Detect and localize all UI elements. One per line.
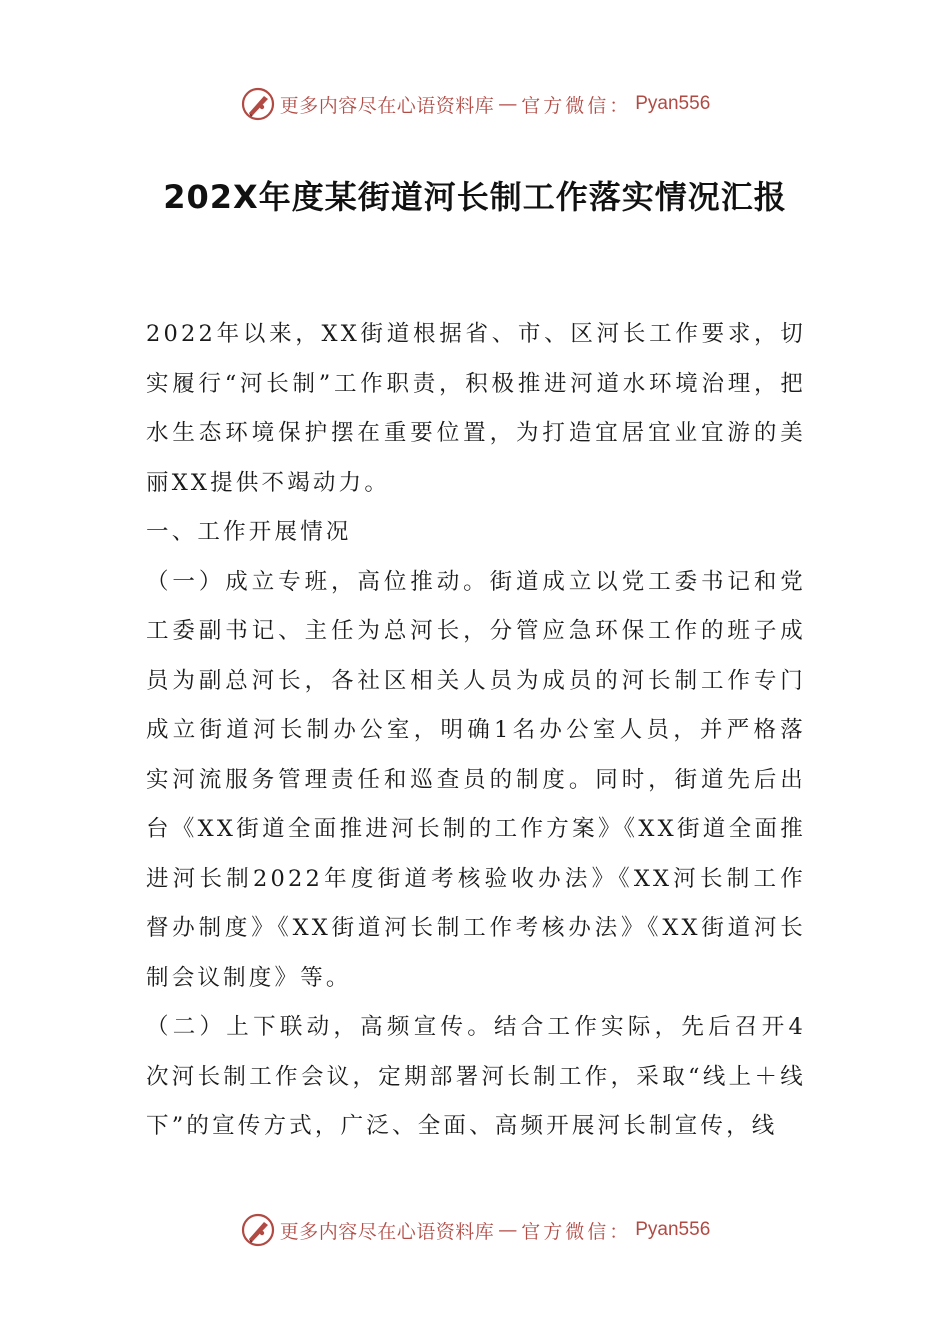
banner-wechat-id: Pyan556 (635, 1219, 711, 1240)
banner-text: 更多内容尽在心语资料库 (279, 94, 495, 117)
document-title: 202X年度某街道河长制工作落实情况汇报 (163, 178, 787, 216)
pen-logo-icon (240, 86, 276, 122)
banner-content (240, 86, 711, 122)
document-body (146, 310, 806, 1152)
paragraph-item-2: （二）上下联动，高频宣传。结合工作实际，先后召开4次河长制工作会议，定期部署河长制工作，采取“线上＋线下”的宣传方式，广泛、全面、高频开展河长制宣传，线 (146, 1014, 806, 1139)
section-heading: 一、工作开展情况 (146, 519, 352, 545)
paragraph-item-1: （一）成立专班，高位推动。街道成立以党工委书记和党工委副书记、主任为总河长，分管应急环保工作的班子成员为副总河长，各社区相关人员为成员的河长制工作专门成立街道河长制办公室，明确1名办公室人员，并严格落实河流服务管理责任和巡查员的制度。同时，街道先后出台《XX街道全面推进河长制的工作方案》《XX街道全面推进河长制2022年度街道考核验收办法》《XX河长制工作督办制度》《XX街道河长制工作考核办法》《XX街道河长制会议制度》等。 (146, 568, 806, 991)
banner-dash: — (498, 1219, 518, 1241)
banner-content (240, 1212, 711, 1248)
footer-banner (0, 1210, 950, 1250)
header-banner (0, 84, 950, 124)
banner-wechat-id: Pyan556 (635, 93, 711, 114)
banner-wechat-label: 官方微信： (521, 1220, 632, 1243)
pen-logo-icon (240, 1212, 276, 1248)
banner-text: 更多内容尽在心语资料库 (279, 1220, 495, 1243)
paragraph-intro: 2022年以来，XX街道根据省、市、区河长工作要求，切实履行“河长制”工作职责，积极推进河道水环境治理，把水生态环境保护摆在重要位置，为打造宜居宜业宜游的美丽XX提供不竭动力。 (146, 321, 806, 496)
banner-dash: — (498, 93, 518, 115)
banner-wechat-label: 官方微信： (521, 94, 632, 117)
